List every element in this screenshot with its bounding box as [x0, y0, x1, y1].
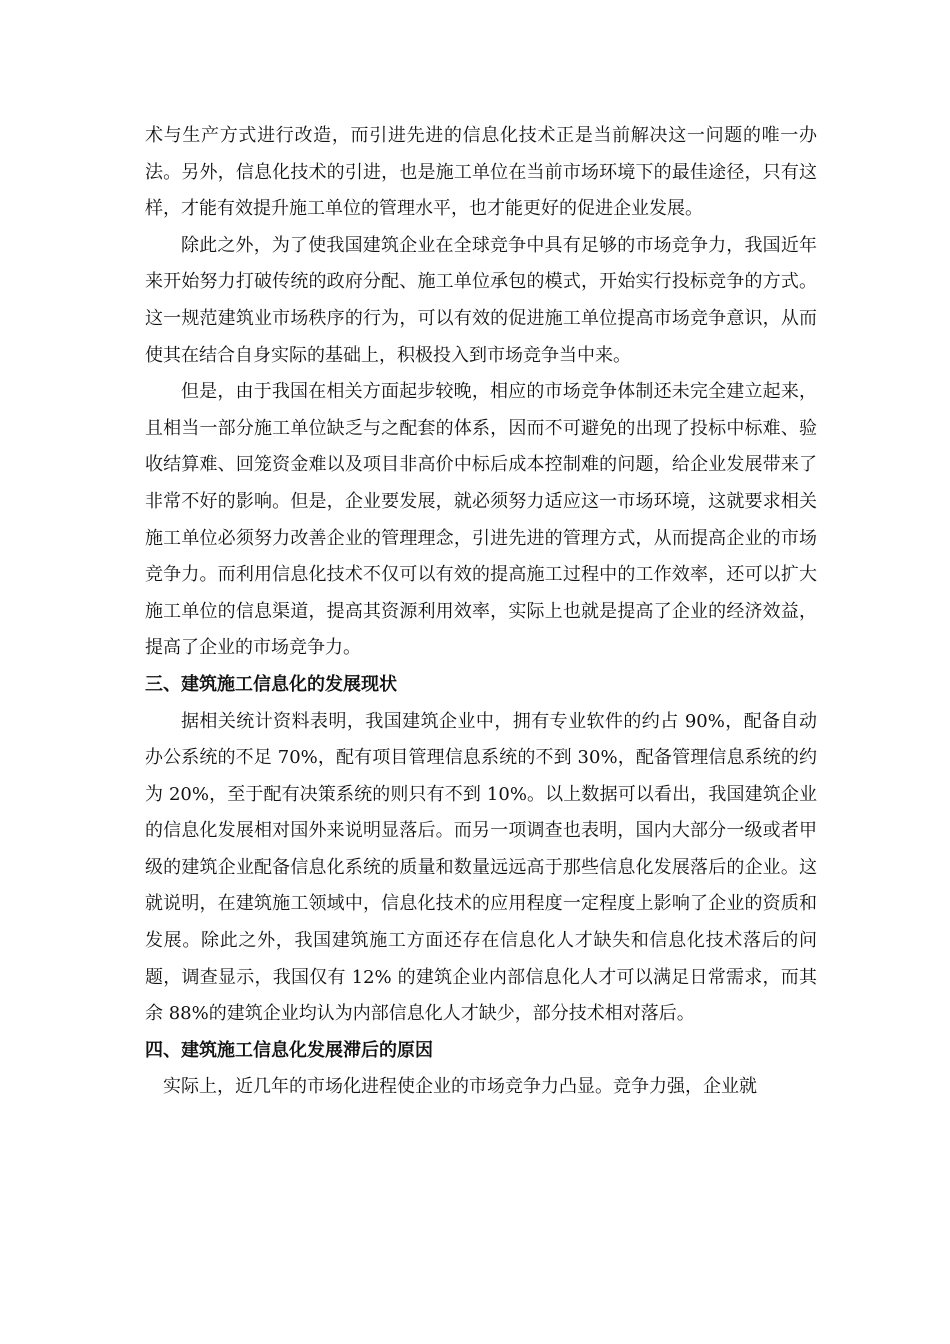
paragraph-reasons: 实际上，近几年的市场化进程使企业的市场竞争力凸显。竞争力强，企业就 — [163, 1076, 757, 1098]
paragraph-challenges: 但是，由于我国在相关方面起步较晚，相应的市场竞争体制还未完全建立起来，且相当一部分施工单位缺乏与之配套的体系，因而不可避免的出现了投标中标难、验收结算难、回笼资金难以及项目非高价中标后成本控制难的问题，给企业发展带来了非常不好的影响。但是，企业要发展，就必须努力适应这一市场环境，这就要求相关施工单位必须努力改善企业的管理理念，引进先进的管理方式，从而提高企业的市场竞争力。而利用信息化技术不仅可以有效的提高施工过程中的工作效率，还可以扩大施工单位的信息渠道，提高其资源利用效率，实际上也就是提高了企业的经济效益，提高了企业的市场竞争力。 — [145, 381, 817, 659]
section-heading-3: 三、建筑施工信息化的发展现状 — [145, 673, 397, 695]
document-page — [145, 118, 817, 1106]
paragraph-continuation: 术与生产方式进行改造，而引进先进的信息化技术正是当前解决这一问题的唯一办法。另外，信息化技术的引进，也是施工单位在当前市场环境下的最佳途径，只有这样，才能有效提升施工单位的管理水平，也才能更好的促进企业发展。 — [145, 125, 817, 220]
paragraph-statistics: 据相关统计资料表明，我国建筑企业中，拥有专业软件的约占 90%，配备自动办公系统的不足 70%，配有项目管理信息系统的不到 30%，配备管理信息系统的约为 20%，至于配有决策系统的则只有不到 10%。以上数据可以看出，我国建筑企业的信息化发展相对国外来说明显落后。而另一项调查也表明，国内大部分一级或者甲级的建筑企业配备信息化系统的质量和数量远远高于那些信息化发展落后的企业。这就说明，在建筑施工领域中，信息化技术的应用程度一定程度上影响了企业的资质和发展。除此之外，我国建筑施工方面还存在信息化人才缺失和信息化技术落后的问题，调查显示，我国仅有 12% 的建筑企业内部信息化人才可以满足日常需求，而其余 88%的建筑企业均认为内部信息化人才缺少，部分技术相对落后。 — [145, 710, 817, 1025]
paragraph-market-competition: 除此之外，为了使我国建筑企业在全球竞争中具有足够的市场竞争力，我国近年来开始努力打破传统的政府分配、施工单位承包的模式，开始实行投标竞争的方式。这一规范建筑业市场秩序的行为，可以有效的促进施工单位提高市场竞争意识，从而使其在结合自身实际的基础上，积极投入到市场竞争当中来。 — [145, 234, 817, 366]
section-heading-4: 四、建筑施工信息化发展滞后的原因 — [145, 1039, 433, 1061]
